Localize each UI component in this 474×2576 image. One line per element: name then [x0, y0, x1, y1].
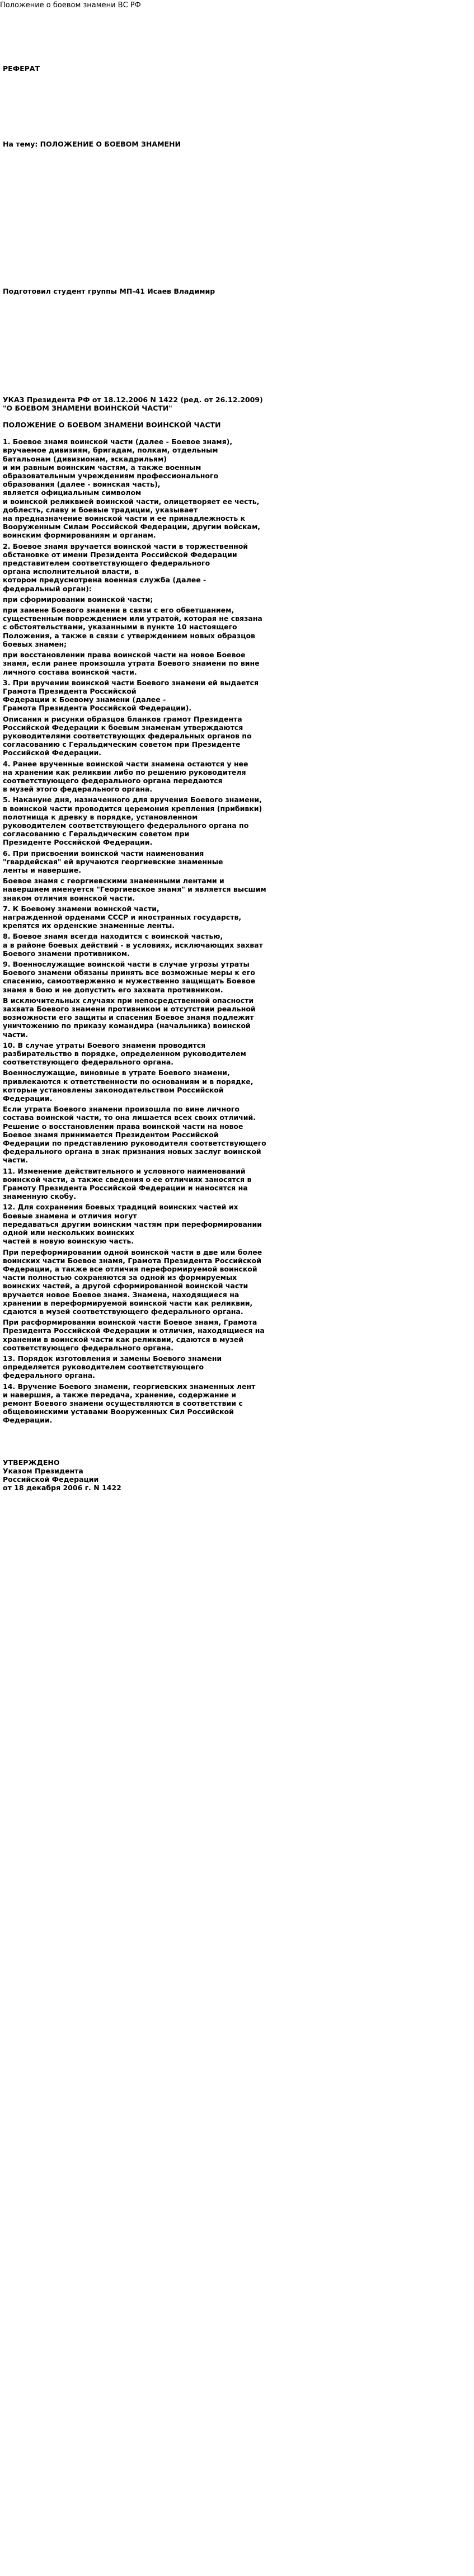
paragraph-line: вручается новое Боевое знамя. Знамена, находящиеся на — [3, 1290, 240, 1299]
approved-block — [3, 1458, 462, 1492]
paragraph-line: при сформировании воинской части; — [3, 595, 153, 604]
paragraph-line: и воинской реликвией воинской части, олицетворяет ее честь, — [3, 497, 260, 506]
paragraph-line: 2. Боевое знамя вручается воинской части в торжественной — [3, 541, 248, 550]
paragraph-line: на предназначение воинской части и ее принадлежность к — [3, 514, 246, 523]
paragraph-line: Российской Федерации к боевым знаменам утверждаются — [3, 723, 243, 732]
paragraph-line: 9. Военнослужащие воинской части в случае угрозы утраты — [3, 960, 250, 968]
paragraph — [3, 795, 462, 846]
paragraph-line: хранении в воинской части как реликвии, сдаются в музей — [3, 1335, 243, 1344]
paragraph-line: одной или нескольких воинских — [3, 1228, 134, 1237]
paragraph-line: 5. Накануне дня, назначенного для вручения Боевого знамени, — [3, 795, 262, 804]
paragraph-line: Описания и рисунки образцов бланков грамот Президента — [3, 714, 242, 723]
paragraph-line: соответствующего федерального органа передаются — [3, 776, 223, 785]
approved-line: Указом Президента — [3, 1466, 83, 1475]
paragraph — [3, 760, 462, 794]
paragraph — [3, 1354, 462, 1380]
paragraph-line: "гвардейская" ей вручаются георгиевские знаменные — [3, 857, 223, 866]
author-line: Подготовил студент группы МП-41 Исаев Владимир — [3, 287, 215, 296]
paragraph-line: федеральный орган): — [3, 584, 92, 593]
paragraph-line: Федерации. — [3, 1416, 53, 1425]
paragraph — [3, 437, 462, 539]
decree-heading — [3, 395, 462, 412]
paragraph-line: знамя в бою и не допустить его захвата противником. — [3, 985, 223, 994]
paragraph-line: образования (далее - воинская часть), — [3, 480, 161, 489]
paragraph — [3, 932, 462, 958]
paragraph-line: ленты и навершие. — [3, 865, 81, 874]
paragraph-line: Если утрата Боевого знамени произошла по вине личного — [3, 1105, 240, 1114]
paragraph-line: личного состава воинской части. — [3, 667, 137, 676]
paragraph-line: Грамоту Президента Российской Федерации и наносятся на — [3, 1184, 248, 1193]
decree-line: "О БОЕВОМ ЗНАМЕНИ ВОИНСКОЙ ЧАСТИ" — [3, 403, 172, 412]
paragraph-line: Грамота Президента Российской — [3, 686, 137, 695]
paragraph-line: Федерации. — [3, 1094, 53, 1103]
paragraph-line: крепятся их орденские знаменные ленты. — [3, 921, 175, 930]
paragraph-line: ремонт Боевого знамени осуществляются в соответствии с — [3, 1398, 243, 1407]
paragraphs — [3, 437, 462, 1426]
paragraph-line: является официальным символом — [3, 488, 142, 497]
paragraph-line: руководителем соответствующего федерального органа по — [3, 821, 249, 830]
paragraph — [3, 905, 462, 930]
paragraph-line: Грамота Президента Российской Федерации). — [3, 704, 192, 713]
paragraph-line: знамя, если ранее произошла утрата Боевого знамени по вине — [3, 659, 260, 668]
paragraph-line: Российской Федерации. — [3, 748, 102, 757]
paragraph-line: Федерации к Боевому знамени (далее - — [3, 695, 166, 704]
paragraph-line: награжденной орденами СССР и иностранных государств, — [3, 912, 242, 921]
paragraph-line: в воинской части проводится церемония крепления (прибивки) — [3, 804, 262, 813]
paragraph-line: 12. Для сохранения боевых традиций воинских частей их — [3, 1203, 238, 1212]
paragraph-line: 3. При вручении воинской части Боевого знамени ей выдается — [3, 678, 259, 687]
paragraph-line: при замене Боевого знамени в связи с его обветшанием, — [3, 606, 234, 615]
paragraph — [3, 651, 462, 676]
paragraph-line: сдаются в музей соответствующего федерального органа. — [3, 1307, 243, 1316]
paragraph-line: знаменную скобу. — [3, 1192, 77, 1201]
paragraph-line: состава воинской части, то она лишается всех своих отличий. — [3, 1113, 256, 1122]
paragraph-line: образовательным учреждениям профессионального — [3, 472, 219, 481]
paragraph-line: существенным повреждением или утратой, которая не связана — [3, 614, 262, 623]
paragraph-line: захвата Боевого знамени противником и отсутствии реальной — [3, 1005, 256, 1014]
page-header-title: Положение о боевом знамени ВС РФ — [0, 1, 141, 10]
paragraph-line: хранении в переформируемой воинской части как реликвии, — [3, 1298, 253, 1307]
paragraph — [3, 1167, 462, 1201]
paragraph-line: 1. Боевое знамя воинской части (далее - Боевое знамя), — [3, 437, 233, 446]
paragraph-line: 4. Ранее врученные воинской части знамена остаются у нее — [3, 759, 248, 768]
paragraph-line: передаваться другим воинским частям при переформировании — [3, 1219, 262, 1228]
paragraph — [3, 606, 462, 648]
approved-line: от 18 декабря 2006 г. N 1422 — [3, 1484, 121, 1492]
paragraph-line: с обстоятельствами, указанными в пункте 10 настоящего — [3, 623, 237, 632]
paragraph-line: представителем соответствующего федерального — [3, 559, 210, 568]
paragraph — [3, 1248, 462, 1316]
paragraph-line: Боевого знамени обязаны принять все возможные меры к его — [3, 968, 255, 977]
paragraph-line: 11. Изменение действительного и условного наименований — [3, 1166, 246, 1175]
paragraph-line: частей в новую воинскую часть. — [3, 1237, 134, 1246]
paragraph — [3, 1105, 462, 1164]
paragraph-line: батальонам (дивизионам, эскадрильям) — [3, 454, 167, 463]
paragraph-line: Президенте Российской Федерации. — [3, 838, 153, 847]
paragraph-line: в музей этого федерального органа. — [3, 785, 153, 794]
paragraph-line: Федерации по представлению руководителя соответствующего — [3, 1139, 266, 1148]
paragraph-line: части. — [3, 1156, 29, 1165]
paragraph-line: соответствующего федерального органа. — [3, 1343, 174, 1352]
paragraph-line: воинских частей, а другой сформированной воинской части — [3, 1282, 248, 1291]
paragraph-line: Федерации, а также все отличия переформируемой воинской — [3, 1264, 257, 1273]
paragraph-line: воинских части Боевое знамя, Грамота Президента Российской — [3, 1256, 261, 1265]
document-body — [3, 64, 462, 1492]
paragraph-line: вручаемое дивизиям, бригадам, полкам, отдельным — [3, 446, 218, 455]
paragraph-line: Президента Российской Федерации и отличия, находящиеся на — [3, 1326, 265, 1335]
paragraph-line: разбирательство в порядке, определенном руководителем — [3, 1049, 246, 1058]
paragraph-line: полотнища к древку в порядке, установленном — [3, 812, 198, 821]
paragraph-line: при восстановлении права воинской части на новое Боевое — [3, 651, 246, 660]
paragraph-line: федерального органа в знак признания новых заслуг воинской — [3, 1147, 261, 1156]
approved-line: УТВЕРЖДЕНО — [3, 1458, 60, 1467]
paragraph-line: уничтожению по приказу командира (начальника) воинской — [3, 1021, 251, 1030]
paragraph — [3, 595, 462, 604]
paragraph-line: 14. Вручение Боевого знамени, георгиевских знаменных лент — [3, 1382, 256, 1391]
paragraph-line: соответствующего федерального органа. — [3, 1058, 174, 1067]
paragraph-line: части полностью сохраняются за одной из формируемых — [3, 1273, 237, 1282]
paragraph-line: возможности его защиты и спасения Боевое знамя подлежит — [3, 1013, 254, 1022]
paragraph — [3, 679, 462, 713]
paragraph-line: согласованию с Геральдическим советом при — [3, 830, 190, 839]
paragraph — [3, 996, 462, 1039]
paragraph-line: а в районе боевых действий - в условиях, исключающих захват — [3, 940, 263, 949]
paragraph — [3, 960, 462, 994]
paragraph-line: В исключительных случаях при непосредственной опасности — [3, 996, 254, 1005]
paragraph-line: боевые знамена и отличия могут — [3, 1211, 137, 1220]
paragraph-line: При расформировании воинской части Боевое знамя, Грамота — [3, 1318, 257, 1327]
paragraph-line: Боевое знамя с георгиевскими знаменными лентами и — [3, 877, 224, 886]
paragraph — [3, 1382, 462, 1425]
paragraph-line: 8. Боевое знамя всегда находится с воинской частью, — [3, 932, 223, 941]
paragraph — [3, 849, 462, 875]
paragraph — [3, 542, 462, 593]
paragraph-line: доблесть, славу и боевые традиции, указывает — [3, 505, 198, 514]
paragraph-line: 10. В случае утраты Боевого знамени проводится — [3, 1040, 206, 1049]
paragraph — [3, 1041, 462, 1067]
paragraph-line: Боевое знамя принимается Президентом Российской — [3, 1130, 219, 1139]
paragraph-line: спасению, самоотверженно и мужественно защищать Боевое — [3, 977, 256, 986]
referat-label: РЕФЕРАТ — [3, 64, 40, 73]
paragraph-line: Решение о восстановлении права воинской части на новое — [3, 1122, 243, 1131]
paragraph — [3, 1203, 462, 1245]
paragraph — [3, 1318, 462, 1352]
paragraph — [3, 877, 462, 902]
paragraph-line: определяется руководителем соответствующего — [3, 1363, 204, 1372]
paragraph-line: Положения, а также в связи с утверждением новых образцов — [3, 631, 255, 640]
paragraph-line: 6. При присвоении воинской части наименования — [3, 849, 204, 858]
paragraph-line: Военнослужащие, виновные в утрате Боевого знамени, — [3, 1068, 230, 1077]
paragraph — [3, 715, 462, 757]
paragraph-line: и навершия, а также передача, хранение, содержание и — [3, 1390, 236, 1399]
approved-line: Российской Федерации — [3, 1475, 99, 1484]
paragraph-line: боевых знамен; — [3, 639, 67, 648]
paragraph-line: руководителями соответствующих федеральных органов по — [3, 731, 252, 740]
paragraph-line: котором предусмотрена военная служба (далее - — [3, 576, 207, 585]
paragraph-line: обстановке от имени Президента Российской Федерации — [3, 550, 237, 559]
paragraph-line: федерального органа. — [3, 1371, 95, 1380]
paragraph-line: и им равным воинским частям, а также военным — [3, 463, 201, 472]
decree-line: УКАЗ Президента РФ от 18.12.2006 N 1422 (ред. от 26.12.2009) — [3, 395, 263, 404]
paragraph-line: органа исполнительной власти, в — [3, 567, 139, 576]
paragraph-line: воинской части, а также сведения о ее отличиях заносятся в — [3, 1175, 252, 1184]
paragraph-line: согласованию с Геральдическим советом при Президенте — [3, 740, 241, 749]
paragraph-line: части. — [3, 1030, 29, 1039]
paragraph-line: которые установлены законодательством Российской — [3, 1085, 224, 1094]
paragraph-line: 13. Порядок изготовления и замены Боевого знамени — [3, 1354, 222, 1363]
paragraph-line: общевоинскими уставами Вооруженных Сил Российской — [3, 1407, 234, 1416]
paragraph-line: знаком отличия воинской части. — [3, 893, 135, 902]
paragraph-line: навершием именуется "Георгиевское знамя" и является высшим — [3, 885, 266, 894]
paragraph-line: При переформировании одной воинской части в две или более — [3, 1247, 262, 1256]
theme-line: На тему: ПОЛОЖЕНИЕ О БОЕВОМ ЗНАМЕНИ — [3, 140, 181, 149]
paragraph-line: 7. К Боевому знамени воинской части, — [3, 904, 159, 913]
paragraph-line: Боевого знамени противником. — [3, 949, 130, 958]
paragraph-line: привлекаются к ответственности по основаниям и в порядке, — [3, 1077, 254, 1086]
paragraph-line: на хранении как реликвии либо по решению руководителя — [3, 767, 246, 776]
paragraph-line: воинским формированиям и органам. — [3, 531, 156, 540]
paragraph-line: Вооруженным Силам Российской Федерации, другим войскам, — [3, 522, 260, 531]
section-title: ПОЛОЖЕНИЕ О БОЕВОМ ЗНАМЕНИ ВОИНСКОЙ ЧАСТИ — [3, 421, 221, 430]
paragraph — [3, 1068, 462, 1103]
